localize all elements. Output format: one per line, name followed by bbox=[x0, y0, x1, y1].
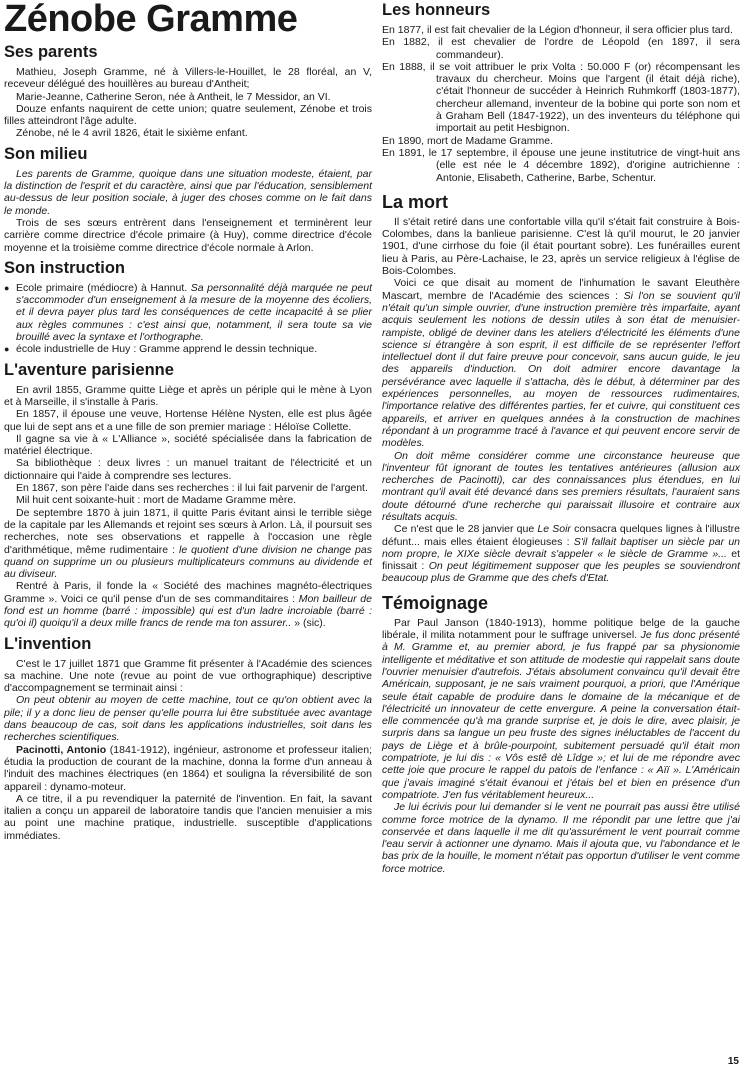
paragraph: En 1867, son père l'aide dans ses recherches : il lui fait parvenir de l'argent. bbox=[16, 482, 368, 495]
paragraph-quote: S'il fallait baptiser un siècle par un nom propre, le XIXe siècle devrait s'appeler « le siècle de Gramme »... bbox=[382, 535, 740, 560]
page-number: 15 bbox=[727, 1056, 739, 1067]
section-heading-aventure: L'aventure parisienne bbox=[4, 360, 174, 379]
paragraph bbox=[4, 507, 372, 581]
paragraph-text: Par Paul Janson (1840-1913), homme politique belge de la gauche libérale, il milita notamment pour le suffrage universel. bbox=[382, 616, 740, 642]
paragraph: Sa bibliothèque : deux livres : un manuel traitant de l'électricité et un dictionnaire qui l'aide à comprendre ses lectures. bbox=[4, 457, 372, 482]
section-heading-instruction: Son instruction bbox=[4, 258, 125, 277]
honneurs-entry: En 1890, mort de Madame Gramme. bbox=[382, 134, 553, 147]
paragraph-text: Voici ce que disait au moment de l'inhumation le savant Eleuthère Mascart, membre de l'Académie des sciences : bbox=[382, 277, 740, 302]
paragraph: Marie-Jeanne, Catherine Seron, née à Antheit, le 7 Messidor, an VI. bbox=[16, 90, 331, 103]
paragraph-text: » (sic). bbox=[291, 617, 326, 630]
paragraph-text: et finissait : bbox=[382, 547, 740, 573]
paragraph-quote: Mon bailleur de fond est un homme (barré : impossible) qui est d'un ladre incroiable (barré : qu'oi il) quoiqu'il a deux mille francs de rende ma ton assurer.. bbox=[4, 592, 372, 630]
instruction-list bbox=[4, 282, 372, 356]
section-heading-parents: Ses parents bbox=[4, 43, 98, 61]
paragraph-text: (1841-1912), ingénieur, astronome et professeur italien; étudia la production de courant de la machine, donna la forme d'un anneau à l'induit des machines électriques (en 1864) et souligna la réversibilité de son appareil : dynamo-moteur. bbox=[4, 743, 373, 793]
left-column bbox=[4, 0, 372, 842]
paragraph-quote: On peut légitimement supposer que les peuples se souviendront beaucoup plus de Gramme que des chefs d'Etat. bbox=[382, 560, 741, 585]
paragraph: On doit même considérer comme une circonstance heureuse que l'inventeur fût ignorant de toutes les tentatives antérieures (allusion aux recherches de Pacinotti), car des connaissances plus étendues, en lui montrant qu'il avait été devancé dans ses premiers résultats, l'auraient sans doute détourné d'une recherche qui paraissait illusoire et contraire aux résultats acquis. bbox=[382, 449, 740, 523]
paragraph bbox=[4, 744, 372, 793]
paragraph: Je lui écrivis pour lui demander si le vent ne pourrait pas aussi être utilisé comme force motrice de la dynamo. Il me répondit par une lettre que j'ai conservée et dans laquelle il me dit qu'assurément le vent pourrait comme l'eau servir à actionner une dynamo. Mais il ajouta que, vu l'abondance et le bas prix de la houille, le moment n'était pas opportun d'utiliser le vent comme force motrice. bbox=[382, 801, 740, 875]
paragraph: Mil huit cent soixante-huit : mort de Madame Gramme mère. bbox=[16, 494, 297, 507]
newspaper-name: Le Soir bbox=[537, 523, 571, 536]
honneurs-entry: En 1888, il se voit attribuer le prix Volta : 50.000 F (or) récompensant les travaux du chercheur. Moins que l'argent (il était déjà riche), c'était l'honneur de succéder à Heinrich Ruhmkorff (1803-1877), chercheur allemand, inventeur de la bobine qui porte son nom et à Graham Bell (1847-1922), un des inventeurs du téléphone qui importait au petit Hesbignon. bbox=[382, 60, 740, 135]
list-item-quote: Sa personnalité déjà marquée ne peut s'accommoder d'un enseignement à la mesure de la moyenne des écoliers, et il devra payer plus tard les conséquences de cette incapacité à se plier aux règles communes : c'est ainsi que, notamment, il sera toute sa vie brouillé avec la syntaxe et l'orthographe. bbox=[16, 281, 372, 344]
paragraph bbox=[382, 523, 740, 584]
section-heading-mort: La mort bbox=[382, 191, 449, 212]
paragraph: Il s'était retiré dans une confortable villa qu'il s'était fait construire à Bois-Colombes, dans la banlieue parisienne. C'est là qu'il mourut, le 20 janvier 1901, d'une cirrhose du foie (il était pourtant sobre). Les funérailles eurent lieu à Paris, au Père-Lachaise, le 23, après un service religieux à l'église de Bois-Colombes. bbox=[382, 215, 740, 278]
paragraph-text: De septembre 1870 à juin 1871, il quitte Paris évitant ainsi le terrible siège de la capitale par les Allemands et rejoint ses sœurs à Arlon. Là, il poursuit ses recherches, note ses observations et rappelle à l'occasion une règle d'arithmétique, même rudimentaire : bbox=[4, 506, 372, 556]
list-item-text: Ecole primaire (médiocre) à Hannut. bbox=[16, 281, 191, 294]
honneurs-entry: En 1891, le 17 septembre, il épouse une jeune institutrice de vingt-huit ans (elle est née le 4 décembre 1892), d'origine autrichienne : Antonie, Elisabeth, Catherine, Barbe, Schentur. bbox=[382, 146, 740, 184]
paragraph-text: Ce n'est que le 28 janvier que bbox=[394, 523, 538, 536]
section-heading-temoignage: Témoignage bbox=[382, 592, 489, 613]
paragraph-quote: Si l'on se souvient qu'il n'était qu'un simple ouvrier, d'une instruction première très imparfaite, ayant acquis seulement les notions de dessin utiles à son état de menuisier-rampiste, obligé de deviner dans les ateliers d'électricité les éléments d'une science si étrangère à son esprit, il est difficile de se représenter l'effort intellectuel dont il dut faire preuve pour concevoir, sans aucun guide, le jeu des appareils d'induction. On doit admirer encore davantage la persévérance avec laquelle il s'attacha, dès le début, à déterminer par des expériences personnelles, au moyen de ressources rudimentaires, l'importance relative des différentes parties, fer et cuivre, qui constituent ces appareils, et arriver en quelques années à la construction de machines répondant à un programme tracé à l'avance et qui peuvent encore servir de modèles. bbox=[382, 289, 740, 450]
paragraph: Mathieu, Joseph Gramme, né à Villers-le-Houillet, le 28 floréal, an V, receveur délégué des houillères au bureau d'Antheit; bbox=[4, 66, 372, 91]
list-item bbox=[16, 282, 372, 343]
paragraph: Il gagne sa vie à « L'Alliance », société spécialisée dans la fabrication de matériel électrique. bbox=[4, 432, 372, 458]
paragraph: Les parents de Gramme, quoique dans une situation modeste, étaient, par la distinction de l'esprit et du caractère, ainsi que par l'éducation, sensiblement au-dessus de leur position sociale, à juger des choses comme on le fait dans le monde. bbox=[4, 167, 372, 217]
paragraph: C'est le 17 juillet 1871 que Gramme fit présenter à l'Académie des sciences sa machine. Une note (revue au point de vue orthographique) descriptive d'accompagnement se terminait ainsi : bbox=[4, 657, 372, 695]
paragraph: Zénobe, né le 4 avril 1826, était le sixième enfant. bbox=[16, 127, 248, 140]
paragraph-text: consacra quelques lignes à l'illustre défunt... mais elles étaient élogieuses : bbox=[382, 523, 741, 548]
paragraph: Trois de ses sœurs entrèrent dans l'enseignement et terminèrent leur carrière comme directrice d'école primaire (à Huy), comme directrice d'école moyenne et la troisième comme directrice d'école normale à Arlon. bbox=[4, 216, 372, 254]
section-heading-invention: L'invention bbox=[4, 634, 92, 653]
paragraph: En 1857, il épouse une veuve, Hortense Hélène Nysten, elle est plus âgée que lui de sept ans et a une fille de son premier mariage : Héloïse Collette. bbox=[4, 408, 372, 433]
paragraph bbox=[382, 617, 740, 801]
right-column bbox=[382, 0, 740, 875]
honneurs-entry: En 1882, il est chevalier de l'ordre de Léopold (en 1897, il sera commandeur). bbox=[382, 36, 740, 61]
paragraph bbox=[382, 277, 740, 449]
paragraph: En avril 1855, Gramme quitte Liège et après un périple qui le mène à Lyon et à Marseille, il s'installe à Paris. bbox=[4, 383, 372, 408]
honneurs-entry: En 1877, il est fait chevalier de la Légion d'honneur, il sera officier plus tard. bbox=[382, 24, 733, 36]
page-title: Zénobe Gramme bbox=[4, 0, 298, 40]
section-heading-milieu: Son milieu bbox=[4, 144, 88, 163]
paragraph: A ce titre, il a pu revendiquer la paternité de l'invention. En fait, la savant italien a conçu un appareil de laboratoire tandis que l'ancien menuisier a mis au point une machine pratique, industrielle. susceptible d'applications immédiates. bbox=[4, 792, 372, 842]
list-item: ● école industrielle de Huy : Gramme apprend le dessin technique. bbox=[16, 343, 372, 355]
paragraph bbox=[4, 580, 372, 629]
section-heading-honneurs: Les honneurs bbox=[382, 1, 491, 19]
paragraph: Douze enfants naquirent de cette union; quatre seulement, Zénobe et trois filles atteindront l'âge adulte. bbox=[4, 102, 372, 128]
paragraph-quote: Je fus donc présenté à M. Gramme et, au premier abord, je fus frappé par sa physionomie intelligente et méditative et son attitude de modestie qui rappelait sans doute l'ouvrier menuisier d'autrefois. J'étais absolument convaincu qu'il devait être Américain, supposant, je ne sais vraiment pourquoi, a priori, que l'Amérique seule était capable de produire dans le domaine de la mécanique et de l'électricité un innovateur de cette envergure. A peine la conversation était-elle commencée qu'à ma grande surprise et, je dois le dire, avec plaisir, je surpris dans sa langue un peu fruste des signes inéluctables de l'accent du pays de Liège et à brûle-pourpoint, subitement persuadé qu'il était mon compatriote, je lui dis : « Vôs estê dè Lîdge »; et lui de me répondre avec cette joie que procure le rappel du patois de l'enfance : « Aïï ». L'Américain que j'avais imaginé s'était évanoui et j'étais bel et bien en présence d'un compatriote. J'en fus véritablement heureux... bbox=[382, 629, 740, 801]
paragraph-quote: le quotient d'une division ne change pas quand on supprime un ou plusieurs multiplicateurs communs au dividende et au diviseur. bbox=[4, 543, 372, 581]
paragraph-text: Rentré à Paris, il fonde la « Société des machines magnéto-électriques Gramme ». Voici ce qu'il pense d'un de ses commanditaires : bbox=[4, 580, 372, 605]
person-name: Pacinotti, Antonio bbox=[16, 743, 107, 756]
paragraph: On peut obtenir au moyen de cette machine, tout ce qu'on obtient avec la pile; il y a donc lieu de penser qu'elle pourra lui être substituée avec avantage dans beaucoup de cas, soit dans les applications industrielles, soit dans les recherches scientifiques. bbox=[4, 694, 372, 744]
